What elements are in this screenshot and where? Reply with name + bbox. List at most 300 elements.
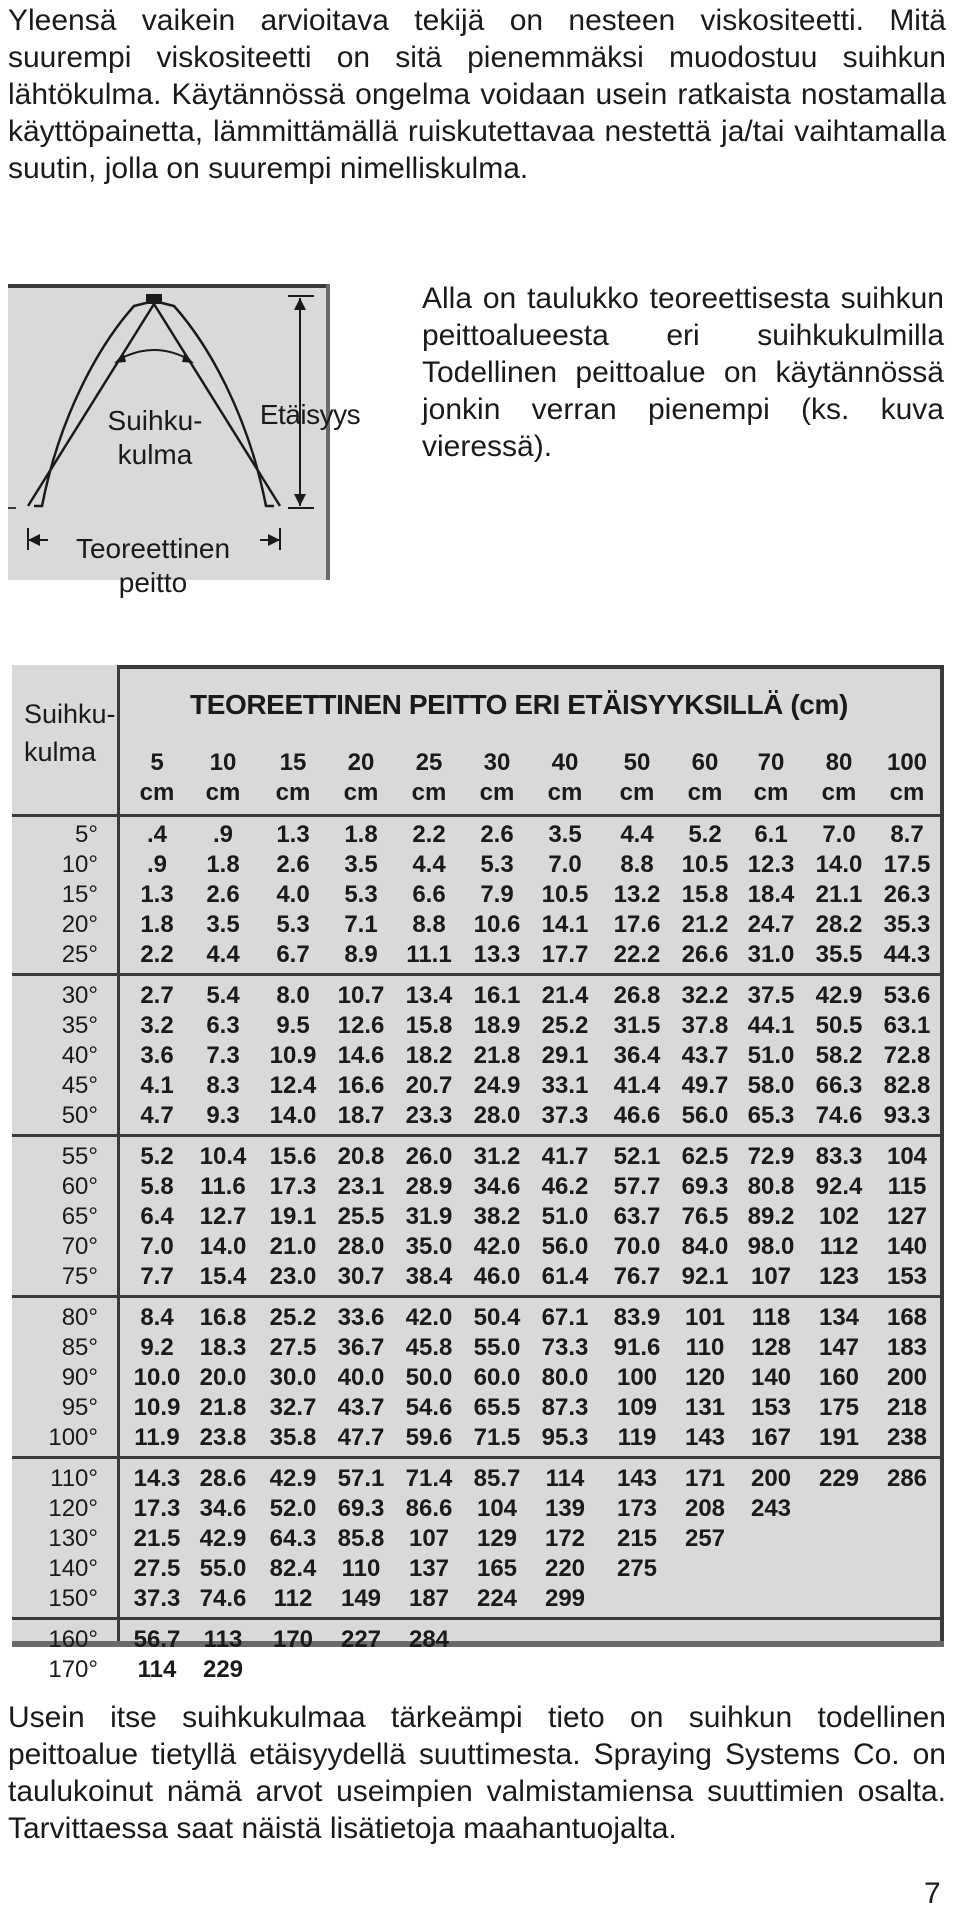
coverage-cell: 107 <box>750 1263 792 1290</box>
coverage-cell: 47.7 <box>337 1424 385 1451</box>
coverage-cell: 22.2 <box>613 941 661 968</box>
coverage-cell: 63.7 <box>613 1203 661 1230</box>
coverage-cell: 7.0 <box>822 821 856 848</box>
coverage-label: Teoreettinen peitto <box>75 533 231 598</box>
coverage-cell: 31.2 <box>473 1143 521 1170</box>
coverage-cell: 13.3 <box>473 941 521 968</box>
distance-unit: cm <box>753 779 789 806</box>
coverage-cell: 27.5 <box>269 1334 317 1361</box>
angle-column-header: Suihku- kulma <box>24 699 116 767</box>
coverage-cell: 15.6 <box>269 1143 317 1170</box>
coverage-cell: 112 <box>819 1233 859 1260</box>
coverage-cell: 36.4 <box>613 1042 661 1069</box>
angle-cell: 55° <box>61 1143 98 1170</box>
coverage-cell: 14.1 <box>541 911 589 938</box>
coverage-cell: 26.6 <box>681 941 729 968</box>
coverage-cell: 26.0 <box>405 1143 453 1170</box>
angle-cell: 50° <box>61 1102 98 1129</box>
coverage-cell: 14.0 <box>199 1233 247 1260</box>
coverage-cell: 50.4 <box>473 1304 521 1331</box>
coverage-cell: 11.1 <box>406 941 452 968</box>
angle-cell: 130° <box>48 1525 98 1552</box>
angle-cell: 20° <box>61 911 98 938</box>
coverage-cell: 165 <box>476 1555 518 1582</box>
coverage-cell: 30.0 <box>269 1364 317 1391</box>
coverage-cell: 119 <box>617 1424 657 1451</box>
table-row <box>12 1011 940 1041</box>
coverage-cell: 3.2 <box>140 1012 174 1039</box>
distance-header-cell <box>604 748 670 808</box>
group-separator <box>12 1295 944 1298</box>
coverage-cell: 229 <box>202 1656 244 1683</box>
angle-cell: 30° <box>61 982 98 1009</box>
coverage-cell: 18.2 <box>405 1042 453 1069</box>
coverage-cell: 15.8 <box>405 1012 453 1039</box>
coverage-cell: 34.6 <box>473 1173 521 1200</box>
coverage-cell: 9.3 <box>206 1102 240 1129</box>
coverage-cell: 140 <box>750 1364 792 1391</box>
angle-cell: 110° <box>50 1465 98 1492</box>
coverage-cell: 73.3 <box>541 1334 589 1361</box>
coverage-cell: 98.0 <box>747 1233 795 1260</box>
coverage-cell: 43.7 <box>681 1042 729 1069</box>
angle-cell: 10° <box>61 851 98 878</box>
coverage-cell: 191 <box>818 1424 860 1451</box>
coverage-cell: .9 <box>146 851 167 878</box>
coverage-cell: 37.5 <box>747 982 795 1009</box>
coverage-cell: 4.7 <box>140 1102 174 1129</box>
distance-header-cell <box>672 748 738 808</box>
table-row <box>12 1554 940 1584</box>
coverage-cell: 20.8 <box>337 1143 385 1170</box>
coverage-cell: 33.1 <box>541 1072 589 1099</box>
coverage-cell: 128 <box>750 1334 792 1361</box>
coverage-cell: 170 <box>272 1626 314 1653</box>
distance-unit: cm <box>889 779 925 806</box>
coverage-cell: 5.2 <box>688 821 722 848</box>
table-row <box>12 1262 940 1292</box>
coverage-cell: 2.2 <box>140 941 174 968</box>
distance-header-cell <box>806 748 872 808</box>
coverage-cell: 46.0 <box>473 1263 521 1290</box>
coverage-cell: 8.3 <box>206 1072 240 1099</box>
coverage-cell: 16.6 <box>337 1072 385 1099</box>
coverage-cell: 6.1 <box>754 821 788 848</box>
coverage-cell: 61.4 <box>541 1263 589 1290</box>
distance-header-row <box>124 748 940 812</box>
coverage-cell: 21.1 <box>815 881 863 908</box>
coverage-cell: 200 <box>750 1465 792 1492</box>
coverage-cell: 16.1 <box>473 982 521 1009</box>
coverage-cell: 18.9 <box>473 1012 521 1039</box>
coverage-cell: 220 <box>544 1555 586 1582</box>
coverage-cell: 102 <box>818 1203 860 1230</box>
coverage-cell: 11.9 <box>134 1424 180 1451</box>
coverage-cell: 2.6 <box>480 821 514 848</box>
coverage-cell: 21.4 <box>541 982 589 1009</box>
coverage-cell: 76.7 <box>613 1263 661 1290</box>
coverage-cell: 37.8 <box>681 1012 729 1039</box>
coverage-cell: 215 <box>616 1525 658 1552</box>
coverage-cell: 21.8 <box>473 1042 521 1069</box>
table-row <box>12 880 940 910</box>
distance-header-cell <box>328 748 394 808</box>
coverage-cell: 83.9 <box>613 1304 661 1331</box>
angle-cell: 75° <box>61 1263 98 1290</box>
coverage-cell: 42.0 <box>473 1233 521 1260</box>
coverage-cell: 243 <box>750 1495 792 1522</box>
coverage-cell: 7.7 <box>140 1263 174 1290</box>
coverage-cell: 41.4 <box>613 1072 661 1099</box>
coverage-cell: 10.5 <box>541 881 589 908</box>
distance-value: 80 <box>825 749 853 776</box>
distance-value: 70 <box>757 749 785 776</box>
coverage-cell: 84.0 <box>681 1233 729 1260</box>
angle-cell: 40° <box>61 1042 98 1069</box>
table-top-border <box>120 665 944 669</box>
coverage-cell: 42.9 <box>815 982 863 1009</box>
coverage-cell: 25.2 <box>269 1304 317 1331</box>
coverage-cell: 67.1 <box>541 1304 589 1331</box>
coverage-cell: 131 <box>684 1394 726 1421</box>
coverage-cell: 29.1 <box>541 1042 589 1069</box>
coverage-cell: 229 <box>818 1465 860 1492</box>
coverage-cell: 5.2 <box>140 1143 174 1170</box>
distance-header-cell <box>464 748 530 808</box>
intro-paragraph: Yleensä vaikein arvioitava tekijä on nesteen viskositeetti. Mitä suurempi viskositeetti on sitä pienemmäksi muodostuu suihkun lähtökulma. Käytännössä ongelma voidaan usein ratkaista nostamalla käyttöpainetta, lämmittämällä ruiskutettavaa nestettä ja/tai vaihtamalla suutin, jolla on suurempi nimelliskulma. <box>8 4 946 185</box>
coverage-cell: 21.5 <box>133 1525 181 1552</box>
distance-header-cell <box>124 748 190 808</box>
coverage-cell: 27.5 <box>133 1555 181 1582</box>
distance-header-cell <box>190 748 256 808</box>
coverage-cell: 40.0 <box>337 1364 385 1391</box>
coverage-cell: 86.6 <box>405 1495 453 1522</box>
coverage-cell: 1.3 <box>276 821 310 848</box>
table-row <box>12 1142 940 1172</box>
coverage-cell: 71.4 <box>405 1465 453 1492</box>
distance-unit: cm <box>139 779 175 806</box>
coverage-cell: 3.5 <box>206 911 240 938</box>
coverage-cell: 114 <box>137 1656 177 1683</box>
coverage-cell: 34.6 <box>199 1495 247 1522</box>
distance-unit: cm <box>479 779 515 806</box>
coverage-cell: 127 <box>886 1203 928 1230</box>
coverage-cell: 87.3 <box>541 1394 589 1421</box>
coverage-cell: 21.0 <box>269 1233 317 1260</box>
angle-cell: 100° <box>48 1424 98 1451</box>
coverage-cell: .4 <box>146 821 167 848</box>
coverage-cell: 50.0 <box>405 1364 453 1391</box>
coverage-cell: 13.4 <box>405 982 453 1009</box>
coverage-cell: 82.8 <box>883 1072 931 1099</box>
distance-value: 50 <box>623 749 651 776</box>
coverage-cell: 42.9 <box>269 1465 317 1492</box>
coverage-cell: 8.4 <box>140 1304 174 1331</box>
coverage-cell: 101 <box>684 1304 726 1331</box>
distance-value: 15 <box>279 749 307 776</box>
coverage-cell: 4.4 <box>412 851 446 878</box>
coverage-cell: 38.4 <box>405 1263 453 1290</box>
coverage-cell: 6.6 <box>412 881 446 908</box>
coverage-cell: 63.1 <box>883 1012 931 1039</box>
coverage-cell: 65.3 <box>747 1102 795 1129</box>
coverage-cell: 299 <box>544 1585 586 1612</box>
coverage-cell: 172 <box>544 1525 586 1552</box>
coverage-cell: 1.8 <box>140 911 174 938</box>
coverage-cell: 9.5 <box>276 1012 310 1039</box>
coverage-cell: 286 <box>886 1465 928 1492</box>
coverage-cell: 52.1 <box>613 1143 661 1170</box>
table-row <box>12 1584 940 1614</box>
coverage-cell: 72.8 <box>883 1042 931 1069</box>
coverage-cell: 112 <box>273 1585 313 1612</box>
coverage-cell: 72.9 <box>747 1143 795 1170</box>
coverage-cell: 143 <box>616 1465 658 1492</box>
group-separator <box>12 1134 944 1137</box>
bottom-paragraph: Usein itse suihkukulmaa tärkeämpi tieto on suihkun todellinen peittoalue tietyllä etäisyydellä suuttimesta. Spraying Systems Co. on taulukoinut nämä arvot useimpien valmistamiensa suuttimien osalta. Tarvittaessa saat näistä lisätietoja maahantuojalta. <box>8 1701 946 1845</box>
table-row <box>12 910 940 940</box>
coverage-cell: 38.2 <box>473 1203 521 1230</box>
coverage-cell: 114 <box>545 1465 585 1492</box>
table-row <box>12 850 940 880</box>
coverage-cell: 5.3 <box>344 881 378 908</box>
coverage-cell: 18.3 <box>199 1334 247 1361</box>
coverage-cell: 173 <box>616 1495 658 1522</box>
coverage-cell: 10.9 <box>269 1042 317 1069</box>
coverage-cell: 7.9 <box>480 881 514 908</box>
coverage-cell: 14.3 <box>133 1465 181 1492</box>
coverage-cell: 129 <box>476 1525 518 1552</box>
table-row <box>12 981 940 1011</box>
coverage-cell: 41.7 <box>541 1143 589 1170</box>
table-row <box>12 1071 940 1101</box>
coverage-cell: 30.7 <box>337 1263 385 1290</box>
coverage-cell: 23.1 <box>337 1173 385 1200</box>
table-row <box>12 1172 940 1202</box>
coverage-cell: 14.0 <box>269 1102 317 1129</box>
coverage-cell: 28.0 <box>473 1102 521 1129</box>
coverage-cell: 143 <box>684 1424 726 1451</box>
angle-cell: 140° <box>48 1555 98 1582</box>
coverage-cell: 55.0 <box>473 1334 521 1361</box>
coverage-cell: 238 <box>886 1424 928 1451</box>
coverage-cell: 50.5 <box>815 1012 863 1039</box>
coverage-cell: 35.5 <box>815 941 863 968</box>
coverage-cell: 26.8 <box>613 982 661 1009</box>
coverage-cell: 49.7 <box>681 1072 729 1099</box>
distance-header-cell <box>874 748 940 808</box>
coverage-cell: 17.3 <box>133 1495 181 1522</box>
coverage-cell: 54.6 <box>405 1394 453 1421</box>
distance-value: 30 <box>483 749 511 776</box>
coverage-cell: 153 <box>750 1394 792 1421</box>
coverage-cell: 5.8 <box>140 1173 174 1200</box>
angle-cell: 65° <box>61 1203 98 1230</box>
angle-cell: 70° <box>61 1233 98 1260</box>
coverage-cell: 4.0 <box>276 881 310 908</box>
distance-label: Etäisyys <box>259 399 361 430</box>
table-row <box>12 1041 940 1071</box>
angle-cell: 95° <box>61 1394 98 1421</box>
coverage-cell: .9 <box>212 821 233 848</box>
distance-unit: cm <box>547 779 583 806</box>
distance-unit: cm <box>343 779 379 806</box>
coverage-cell: 53.6 <box>883 982 931 1009</box>
coverage-cell: 28.2 <box>815 911 863 938</box>
distance-unit: cm <box>619 779 655 806</box>
distance-value: 5 <box>150 749 164 776</box>
coverage-cell: 83.3 <box>815 1143 863 1170</box>
distance-unit: cm <box>687 779 723 806</box>
angle-cell: 90° <box>61 1364 98 1391</box>
coverage-cell: 80.0 <box>541 1364 589 1391</box>
coverage-cell: 58.0 <box>747 1072 795 1099</box>
coverage-cell: 74.6 <box>199 1585 247 1612</box>
coverage-cell: 5.3 <box>480 851 514 878</box>
coverage-cell: 257 <box>684 1525 726 1552</box>
coverage-cell: 43.7 <box>337 1394 385 1421</box>
table-row <box>12 1655 940 1685</box>
group-separator <box>12 1617 944 1620</box>
table-row <box>12 1494 940 1524</box>
coverage-cell: 21.2 <box>681 911 729 938</box>
coverage-cell: 109 <box>616 1394 658 1421</box>
coverage-cell: 57.7 <box>613 1173 661 1200</box>
coverage-cell: 31.5 <box>613 1012 661 1039</box>
coverage-cell: 1.8 <box>206 851 240 878</box>
coverage-cell: 59.6 <box>405 1424 453 1451</box>
table-row <box>12 820 940 850</box>
coverage-cell: 16.8 <box>199 1304 247 1331</box>
coverage-cell: 70.0 <box>613 1233 661 1260</box>
coverage-cell: 12.3 <box>747 851 795 878</box>
coverage-cell: 36.7 <box>337 1334 385 1361</box>
coverage-cell: 18.4 <box>747 881 795 908</box>
coverage-cell: 13.2 <box>613 881 661 908</box>
coverage-cell: 66.3 <box>815 1072 863 1099</box>
distance-value: 10 <box>209 749 237 776</box>
coverage-cell: 115 <box>887 1173 927 1200</box>
coverage-cell: 10.0 <box>133 1364 181 1391</box>
coverage-cell: 218 <box>886 1394 928 1421</box>
coverage-cell: 1.8 <box>344 821 378 848</box>
coverage-cell: 5.4 <box>206 982 240 1009</box>
coverage-cell: 118 <box>751 1304 791 1331</box>
coverage-cell: 37.3 <box>133 1585 181 1612</box>
coverage-cell: 4.4 <box>206 941 240 968</box>
coverage-cell: 147 <box>818 1334 860 1361</box>
coverage-cell: 74.6 <box>815 1102 863 1129</box>
coverage-cell: 153 <box>886 1263 928 1290</box>
coverage-cell: 171 <box>684 1465 726 1492</box>
angle-cell: 25° <box>61 941 98 968</box>
coverage-cell: 8.8 <box>412 911 446 938</box>
coverage-cell: 28.6 <box>199 1465 247 1492</box>
distance-header-cell <box>738 748 804 808</box>
coverage-cell: 80.8 <box>747 1173 795 1200</box>
coverage-cell: 92.4 <box>815 1173 863 1200</box>
angle-cell: 85° <box>61 1334 98 1361</box>
angle-cell: 160° <box>48 1626 98 1653</box>
coverage-cell: 9.2 <box>140 1334 174 1361</box>
table-row <box>12 1303 940 1333</box>
angle-cell: 15° <box>61 881 98 908</box>
coverage-cell: 15.4 <box>199 1263 247 1290</box>
coverage-cell: 227 <box>340 1626 382 1653</box>
coverage-cell: 208 <box>684 1495 726 1522</box>
coverage-cell: 42.9 <box>199 1525 247 1552</box>
coverage-cell: 89.2 <box>747 1203 795 1230</box>
table-row <box>12 1423 940 1453</box>
coverage-cell: 104 <box>476 1495 518 1522</box>
coverage-cell: 26.3 <box>883 881 931 908</box>
coverage-cell: 139 <box>544 1495 586 1522</box>
coverage-cell: 10.6 <box>473 911 521 938</box>
coverage-cell: 64.3 <box>269 1525 317 1552</box>
distance-unit: cm <box>205 779 241 806</box>
coverage-cell: 168 <box>886 1304 928 1331</box>
coverage-cell: 123 <box>818 1263 860 1290</box>
coverage-cell: 28.0 <box>337 1233 385 1260</box>
coverage-cell: 110 <box>341 1555 381 1582</box>
coverage-cell: 51.0 <box>747 1042 795 1069</box>
coverage-cell: 3.5 <box>344 851 378 878</box>
distance-unit: cm <box>821 779 857 806</box>
coverage-cell: 69.3 <box>681 1173 729 1200</box>
table-title: TEOREETTINEN PEITTO ERI ETÄISYYKSILLÄ (cm) <box>190 689 848 720</box>
group-separator <box>12 1456 944 1459</box>
angle-cell: 5° <box>75 821 98 848</box>
table-row <box>12 1464 940 1494</box>
coverage-cell: 25.5 <box>337 1203 385 1230</box>
distance-header-cell <box>396 748 462 808</box>
coverage-cell: 12.4 <box>269 1072 317 1099</box>
coverage-cell: 8.0 <box>276 982 310 1009</box>
coverage-cell: 2.6 <box>276 851 310 878</box>
side-paragraph: Alla on taulukko teoreettisesta suihkun peittoalueesta eri suihkukulmilla Todellinen peittoalue on käytännössä jonkin verran pienempi (ks. kuva vieressä). <box>422 282 944 463</box>
distance-value: 100 <box>886 749 928 776</box>
coverage-cell: 60.0 <box>473 1364 521 1391</box>
coverage-cell: 37.3 <box>541 1102 589 1129</box>
distance-header-cell <box>532 748 598 808</box>
coverage-cell: 2.6 <box>206 881 240 908</box>
table-right-border <box>940 665 944 1647</box>
coverage-cell: 24.9 <box>473 1072 521 1099</box>
coverage-cell: 12.7 <box>199 1203 247 1230</box>
distance-value: 25 <box>415 749 443 776</box>
header-separator <box>12 814 944 817</box>
angle-cell: 80° <box>61 1304 98 1331</box>
coverage-cell: 23.3 <box>405 1102 453 1129</box>
coverage-cell: 8.8 <box>620 851 654 878</box>
coverage-cell: 20.0 <box>199 1364 247 1391</box>
coverage-cell: 24.7 <box>747 911 795 938</box>
coverage-cell: 10.4 <box>199 1143 247 1170</box>
distance-unit: cm <box>411 779 447 806</box>
coverage-cell: 62.5 <box>681 1143 729 1170</box>
coverage-cell: 6.3 <box>206 1012 240 1039</box>
distance-header-cell <box>260 748 326 808</box>
coverage-cell: 76.5 <box>681 1203 729 1230</box>
coverage-cell: 167 <box>750 1424 792 1451</box>
coverage-cell: 140 <box>886 1233 928 1260</box>
coverage-cell: 28.9 <box>405 1173 453 1200</box>
coverage-cell: 17.5 <box>883 851 931 878</box>
coverage-cell: 15.8 <box>681 881 729 908</box>
coverage-cell: 32.7 <box>269 1394 317 1421</box>
coverage-cell: 92.1 <box>681 1263 729 1290</box>
distance-unit: cm <box>275 779 311 806</box>
